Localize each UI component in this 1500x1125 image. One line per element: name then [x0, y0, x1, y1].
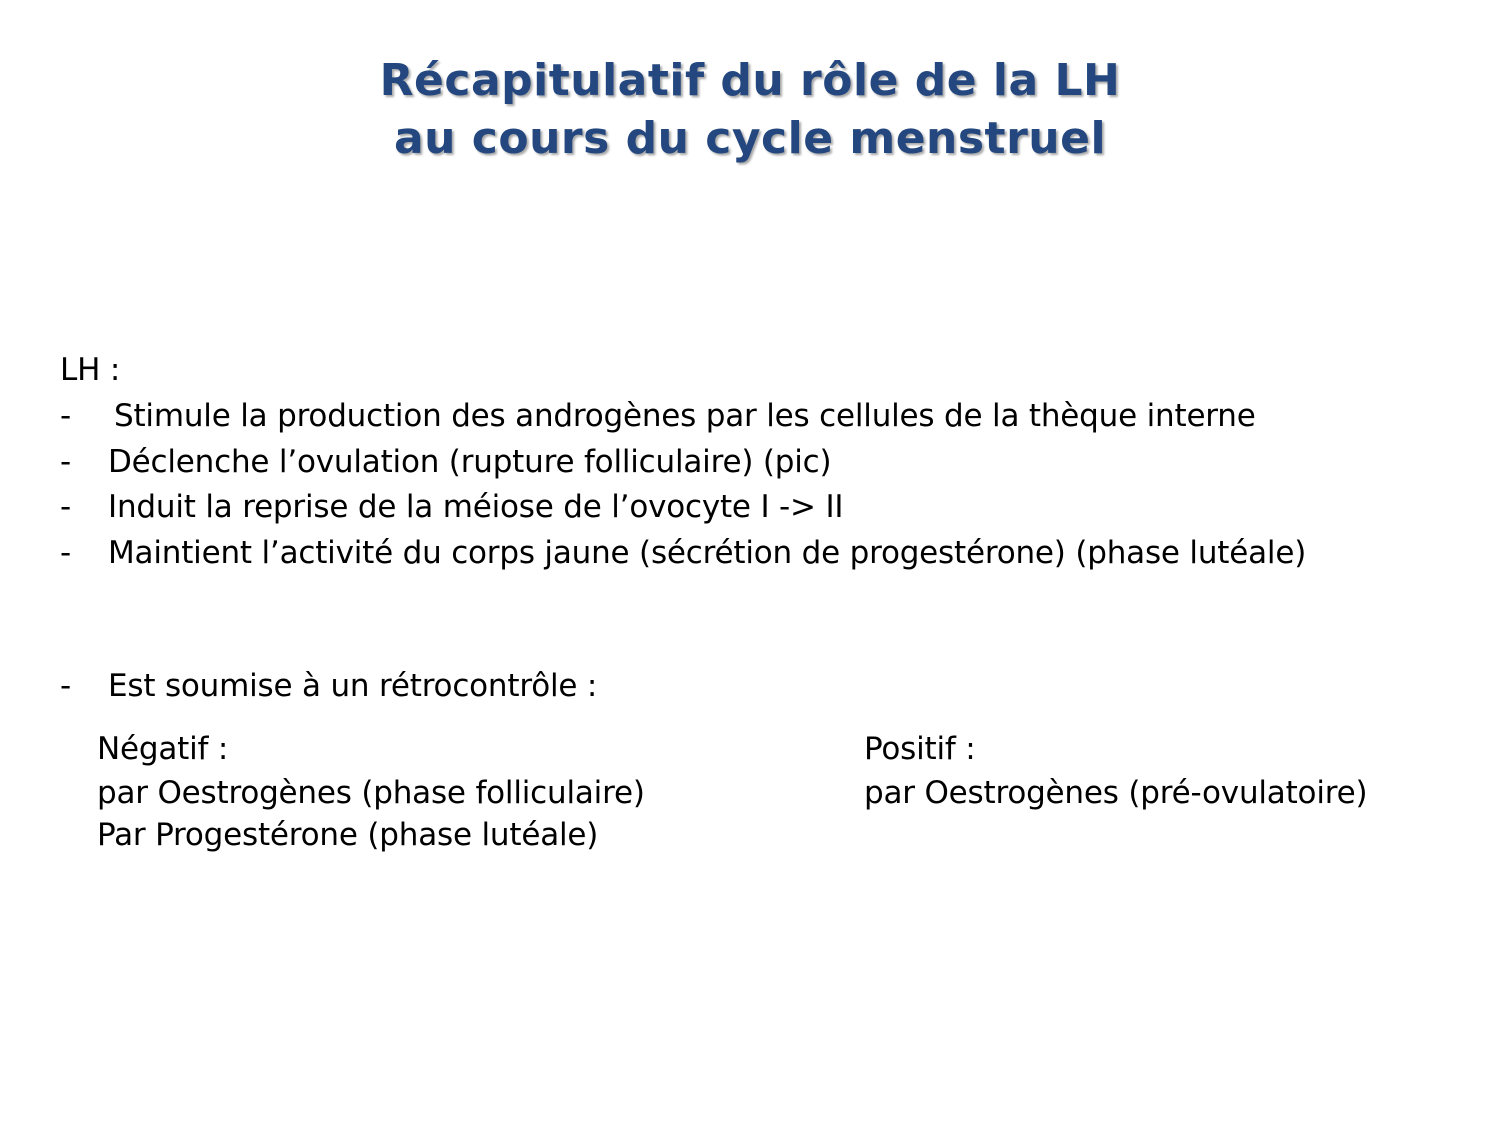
slide-title-line-1: Récapitulatif du rôle de la LH — [379, 55, 1121, 106]
positive-feedback-column — [864, 727, 1367, 814]
retrocontrole-text: Est soumise à un rétrocontrôle : — [108, 668, 598, 704]
bullet-dash: - — [60, 668, 71, 704]
bullet-dash: - — [60, 534, 71, 571]
negative-feedback-item: par Oestrogènes (phase folliculaire) — [97, 775, 645, 811]
slide-title-line-2: au cours du cycle menstruel — [393, 113, 1107, 164]
bullet-dash: - — [60, 398, 71, 434]
bullet-dash: - — [60, 443, 71, 480]
list-item-text: Déclenche l’ovulation (rupture folliculaire) (pic) — [108, 443, 832, 480]
slide-title — [0, 52, 1500, 168]
list-item-text: Maintient l’activité du corps jaune (sécrétion de progestérone) (phase lutéale) — [108, 534, 1307, 571]
list-item-text: Induit la reprise de la méiose de l’ovocyte I -> II — [108, 489, 844, 525]
positive-feedback-label: Positif : — [864, 731, 976, 767]
negative-feedback-column — [97, 727, 645, 856]
list-item-text: Stimule la production des androgènes par les cellules de la thèque interne — [114, 398, 1256, 434]
negative-feedback-label: Négatif : — [97, 731, 229, 767]
negative-feedback-item: Par Progestérone (phase lutéale) — [97, 817, 599, 853]
bullet-dash: - — [60, 489, 71, 525]
lh-heading: LH : — [60, 352, 121, 388]
positive-feedback-item: par Oestrogènes (pré-ovulatoire) — [864, 775, 1368, 811]
